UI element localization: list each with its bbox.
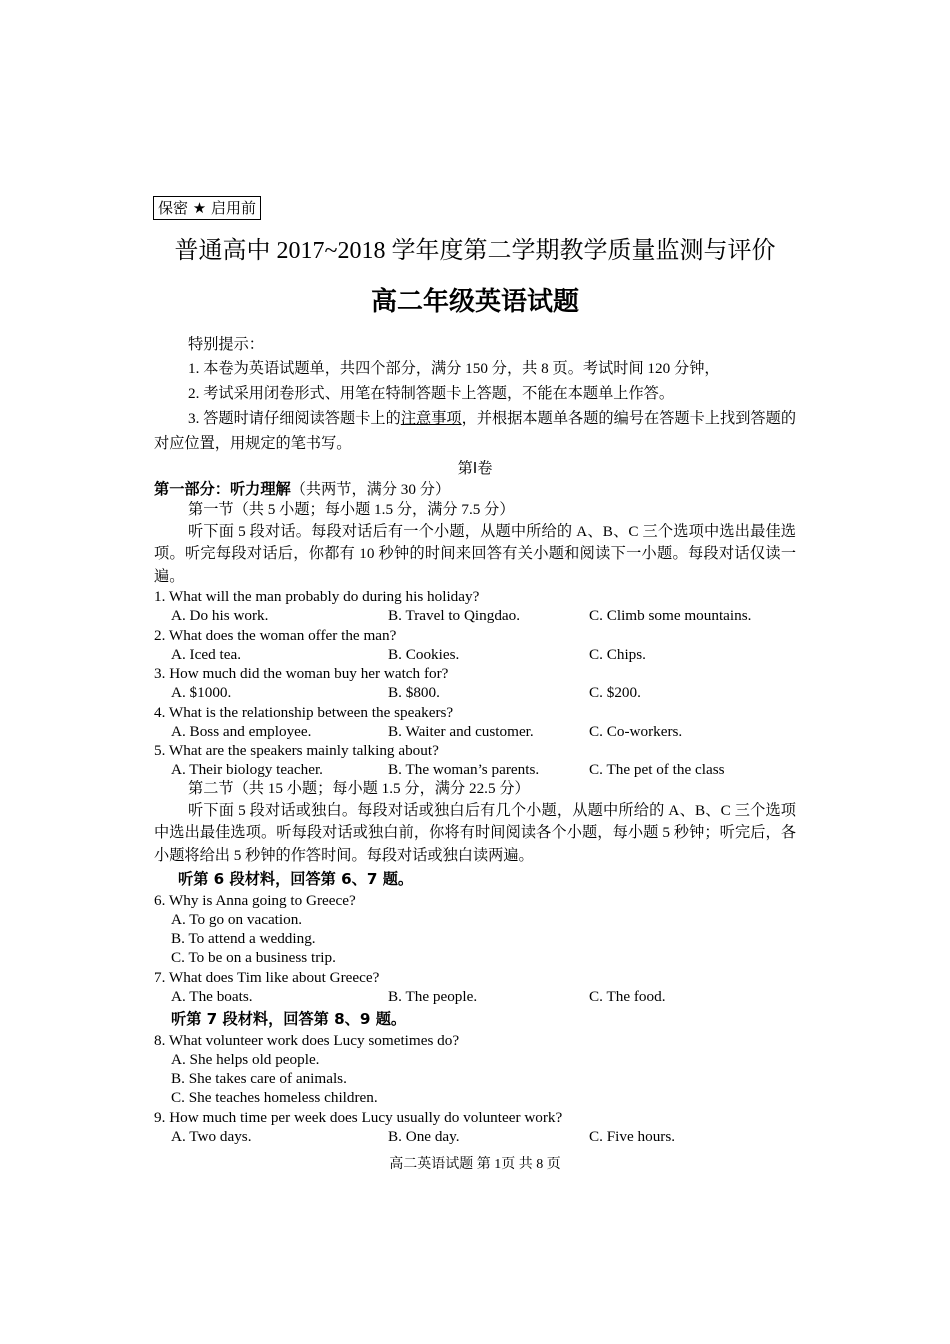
option-c: C. Climb some mountains. <box>589 607 752 624</box>
option-c: C. She teaches homeless children. <box>171 1089 378 1106</box>
option-c: C. Chips. <box>589 646 646 663</box>
option-a: A. Do his work. <box>171 607 269 624</box>
option-a: A. The boats. <box>171 988 253 1005</box>
option-c: C. The food. <box>589 988 666 1005</box>
question-stem: 7. What does Tim like about Greece? <box>154 969 380 986</box>
question-stem: 8. What volunteer work does Lucy sometimes do? <box>154 1032 460 1049</box>
notice-item-2: 2. 考试采用闭卷形式、用笔在特制答题卡上答题，不能在本题单上作答。 <box>188 385 674 402</box>
option-a: A. She helps old people. <box>171 1051 320 1068</box>
section2-title: 第二节（共 15 小题；每小题 1.5 分，满分 22.5 分） <box>188 780 530 797</box>
option-b: B. The woman’s parents. <box>388 761 540 778</box>
attention-items-link-text: 注意事项 <box>400 410 462 427</box>
question-stem: 3. How much did the woman buy her watch for? <box>154 665 449 682</box>
option-a: A. $1000. <box>171 684 232 701</box>
section2-instructions: 听下面 5 段对话或独白。每段对话或独白后有几个小题，从题中所给的 A、B、C 三个选项中选出最佳选项。听每段对话或独白前，你将有时间阅读各个小题，每小题 5 秒钟；听完后，各小题将给出 5 秒钟的作答时间。每段对话或独白读两遍。 <box>154 802 796 864</box>
exam-subtitle: 高二年级英语试题 <box>370 287 579 317</box>
notice-item-3: 3. 答题时请仔细阅读答题卡上的注意事项，并根据本题单各题的编号在答题卡上找到答题的对应位置，用规定的笔书写。 <box>154 410 797 452</box>
page-footer: 高二英语试题 第 1页 共 8 页 <box>389 1157 561 1172</box>
option-b: B. Travel to Qingdao. <box>388 607 521 624</box>
option-b: B. $800. <box>388 684 440 701</box>
option-c: C. Five hours. <box>589 1128 676 1145</box>
option-c: C. The pet of the class <box>589 761 725 778</box>
confidential-mark: 保密 ★ 启用前 <box>153 196 261 220</box>
part1-heading: 第一部分：听力理解（共两节，满分 30 分） <box>154 480 451 498</box>
section1-instructions: 听下面 5 段对话。每段对话后有一个小题，从题中所给的 A、B、C 三个选项中选出最佳选项。听完每段对话后，你都有 10 秒钟的时间来回答有关小题和阅读下一小题。每段对话仅读一遍。 <box>154 523 796 585</box>
option-b: B. To attend a wedding. <box>171 930 316 947</box>
material-7-heading: 听第 7 段材料，回答第 8、9 题。 <box>171 1010 407 1028</box>
option-b: B. One day. <box>388 1128 460 1145</box>
question-stem: 6. Why is Anna going to Greece? <box>154 892 356 909</box>
question-stem: 9. How much time per week does Lucy usually do volunteer work? <box>154 1109 563 1126</box>
question-stem: 1. What will the man probably do during his holiday? <box>154 588 480 605</box>
option-b: B. The people. <box>388 988 478 1005</box>
option-a: A. Boss and employee. <box>171 723 312 740</box>
option-c: C. Co-workers. <box>589 723 683 740</box>
option-a: A. To go on vacation. <box>171 911 303 928</box>
notice-heading: 特别提示： <box>188 335 264 353</box>
material-6-heading: 听第 6 段材料，回答第 6、7 题。 <box>178 870 414 888</box>
exam-main-title: 普通高中 2017~2018 学年度第二学期教学质量监测与评价 <box>174 238 776 264</box>
option-a: A. Two days. <box>171 1128 252 1145</box>
option-c: C. To be on a business trip. <box>171 949 336 966</box>
notice-item-1: 1. 本卷为英语试题单，共四个部分，满分 150 分，共 8 页。考试时间 120 分钟， <box>188 360 720 377</box>
question-stem: 4. What is the relationship between the speakers? <box>154 704 454 721</box>
option-b: B. Waiter and customer. <box>388 723 534 740</box>
option-b: B. Cookies. <box>388 646 460 663</box>
option-a: A. Iced tea. <box>171 646 241 663</box>
volume-label: 第Ⅰ卷 <box>457 459 493 477</box>
option-b: B. She takes care of animals. <box>171 1070 347 1087</box>
question-stem: 2. What does the woman offer the man? <box>154 627 397 644</box>
question-stem: 5. What are the speakers mainly talking about? <box>154 742 439 759</box>
option-a: A. Their biology teacher. <box>171 761 323 778</box>
option-c: C. $200. <box>589 684 641 701</box>
section1-title: 第一节（共 5 小题；每小题 1.5 分，满分 7.5 分） <box>188 501 515 518</box>
